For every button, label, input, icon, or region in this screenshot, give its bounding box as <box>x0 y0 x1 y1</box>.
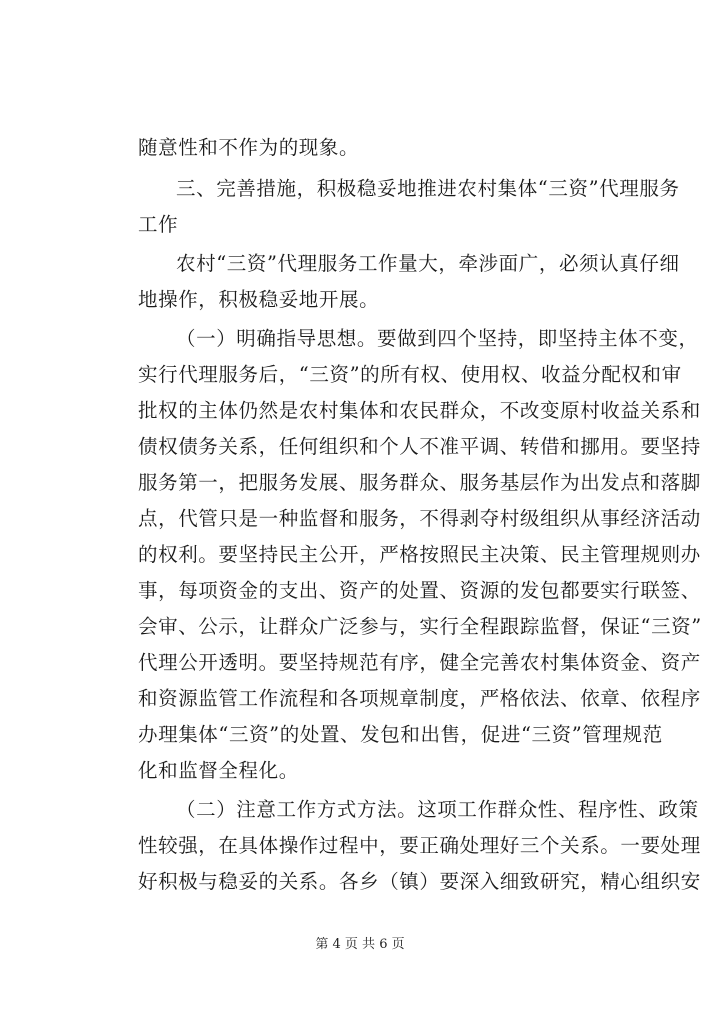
page-number-footer: 第 4 页 共 6 页 <box>315 937 405 952</box>
text-line: 事，每项资金的支出、资产的处置、资源的发包都要实行联签、 <box>138 579 701 602</box>
text-line: 代理公开透明。要坚持规范有序，健全完善农村集体资金、资产 <box>138 651 701 674</box>
text-line: 和资源监管工作流程和各项规章制度，严格依法、依章、依程序 <box>138 687 701 710</box>
subsection-heading: （一）明确指导思想。要做到四个坚持，即坚持主体不变， <box>176 327 699 350</box>
text-line: 债权债务关系，任何组织和个人不准平调、转借和挪用。要坚持 <box>138 435 701 458</box>
text-line: 地操作，积极稳妥地开展。 <box>138 288 380 311</box>
text-line: 批权的主体仍然是农村集体和农民群众，不改变原村收益关系和 <box>138 399 701 422</box>
text-line: 化和监督全程化。 <box>138 759 299 782</box>
text-line: 农村“三资”代理服务工作量大，牵涉面广，必须认真仔细 <box>176 252 680 275</box>
text-line: 点，代管只是一种监督和服务，不得剥夺村级组织从事经济活动 <box>138 507 701 530</box>
subsection-heading: （二）注意工作方式方法。这项工作群众性、程序性、政策 <box>176 798 699 821</box>
text-line: 服务第一，把服务发展、服务群众、服务基层作为出发点和落脚 <box>138 471 701 494</box>
text-line: 办理集体“三资”的处置、发包和出售，促进“三资”管理规范 <box>138 723 663 746</box>
text-line: 的权利。要坚持民主公开，严格按照民主决策、民主管理规则办 <box>138 543 701 566</box>
text-line: 会审、公示，让群众广泛参与，实行全程跟踪监督，保证“三资” <box>138 615 702 638</box>
text-line: 随意性和不作为的现象。 <box>138 136 360 159</box>
text-line: 性较强，在具体操作过程中，要正确处理好三个关系。一要处理 <box>138 834 701 857</box>
text-line: 好积极与稳妥的关系。各乡（镇）要深入细致研究，精心组织安 <box>138 870 701 893</box>
section-heading: 三、完善措施，积极稳妥地推进农村集体“三资”代理服务 <box>176 177 680 200</box>
text-line: 实行代理服务后，“三资”的所有权、使用权、收益分配权和审 <box>138 363 682 386</box>
section-heading-continued: 工作 <box>138 213 179 236</box>
